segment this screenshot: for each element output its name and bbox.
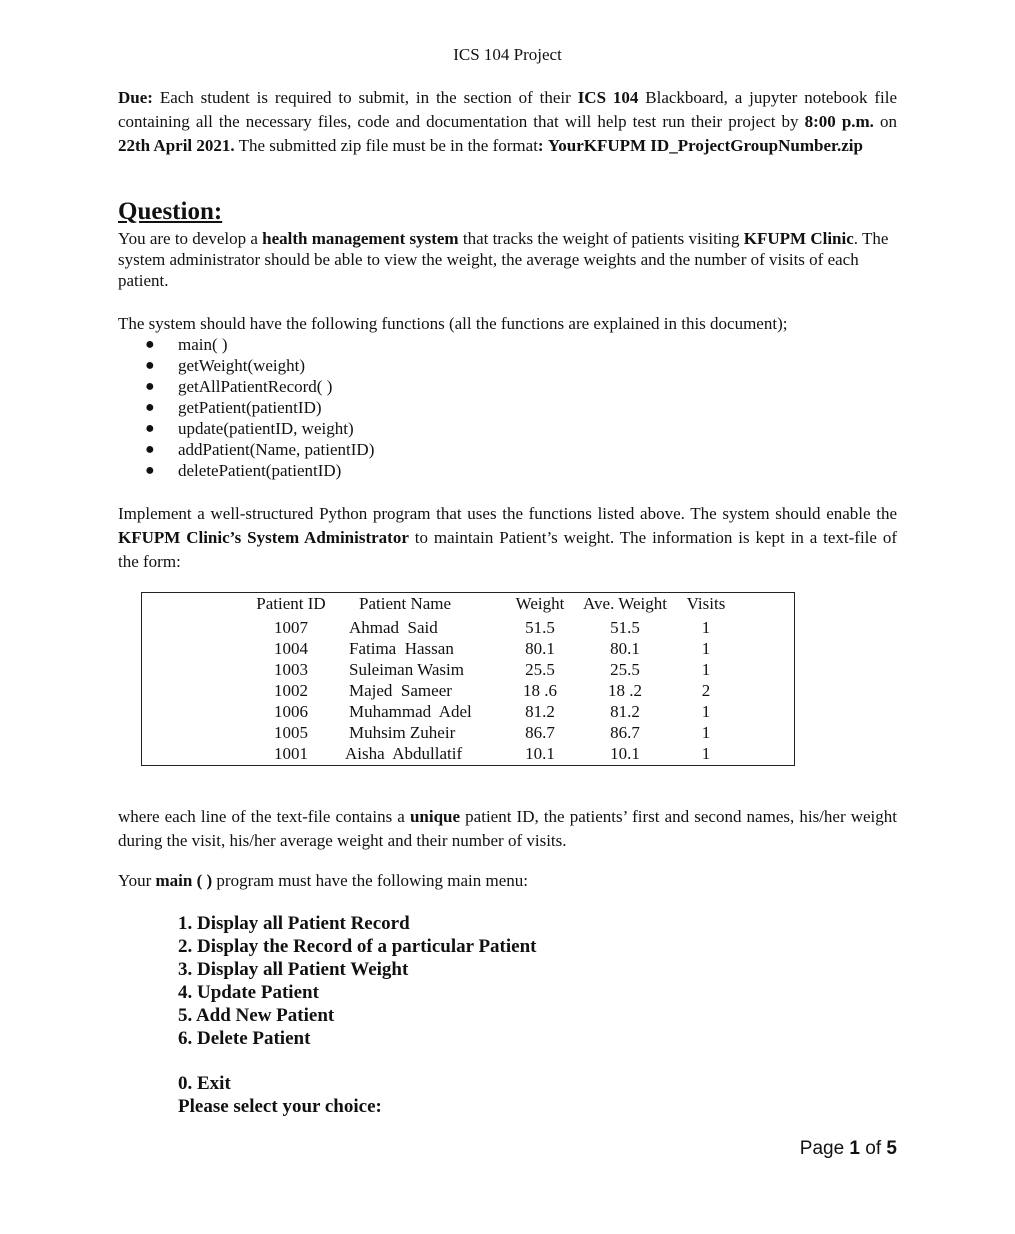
menu-item: 6. Delete Patient bbox=[178, 1028, 311, 1049]
due-text: The submitted zip file must be in the format bbox=[234, 136, 538, 155]
list-item bbox=[138, 355, 374, 376]
table-cell-id: 1006 bbox=[274, 702, 308, 721]
main-function: main ( ) bbox=[155, 871, 213, 890]
menu-item: 2. Display the Record of a particular Patient bbox=[178, 936, 537, 957]
table-cell-weight: 10.1 bbox=[525, 744, 555, 763]
table-cell-name: Aisha Abdullatif bbox=[345, 744, 463, 763]
due-time: 8:00 p.m. bbox=[804, 112, 874, 131]
table-cell-visits: 1 bbox=[701, 744, 711, 763]
bullet-icon: ● bbox=[145, 399, 155, 416]
due-text: Blackboard, a jupyter notebook file containing all the necessary files, code and documentation that will help test run their project by bbox=[118, 88, 897, 131]
due-colon: : bbox=[537, 136, 544, 155]
table-cell-id: 1001 bbox=[274, 744, 308, 763]
intro-paragraph bbox=[118, 228, 897, 291]
table-cell-id: 1007 bbox=[274, 618, 308, 637]
function-name: getWeight(weight) bbox=[178, 356, 306, 375]
table-cell-id: 1005 bbox=[274, 723, 308, 742]
menu-item-exit: 0. Exit bbox=[178, 1073, 231, 1094]
due-date: 22th April 2021. bbox=[118, 136, 235, 155]
menu-item: 4. Update Patient bbox=[178, 982, 319, 1003]
table-cell-weight: 80.1 bbox=[525, 639, 555, 658]
header-patient-id: Patient ID bbox=[256, 594, 326, 613]
system-name: health management system bbox=[262, 229, 459, 248]
table-cell-name: Muhammad Adel bbox=[349, 702, 472, 721]
page-number bbox=[770, 1138, 897, 1160]
due-text: Each student is required to submit, in the section of their bbox=[152, 88, 578, 107]
function-name: addPatient(Name, patientID) bbox=[178, 440, 375, 459]
due-text: on bbox=[873, 112, 897, 131]
function-name: main( ) bbox=[178, 335, 228, 354]
main-menu bbox=[178, 912, 537, 1050]
table-cell-name: Fatima Hassan bbox=[349, 639, 454, 658]
intro-text: You are to develop a bbox=[118, 229, 263, 248]
due-label: Due: bbox=[118, 88, 153, 107]
due-paragraph bbox=[118, 86, 897, 158]
bullet-icon: ● bbox=[145, 378, 155, 395]
table-cell-id: 1002 bbox=[274, 681, 308, 700]
implement-paragraph bbox=[118, 502, 897, 574]
exit-block bbox=[178, 1072, 382, 1118]
table-cell-weight: 51.5 bbox=[525, 618, 555, 637]
table-cell-ave-weight: 25.5 bbox=[610, 660, 640, 679]
patient-table bbox=[141, 592, 795, 766]
table-cell-visits: 1 bbox=[701, 702, 711, 721]
list-item bbox=[138, 376, 374, 397]
table-cell-id: 1004 bbox=[274, 639, 308, 658]
bullet-icon: ● bbox=[145, 357, 155, 374]
main-menu-intro bbox=[118, 871, 528, 891]
function-name: getAllPatientRecord( ) bbox=[178, 377, 333, 396]
implement-text: to maintain Patient’s weight. The information is kept in a text-file of the form: bbox=[118, 528, 897, 571]
table-cell-visits: 1 bbox=[701, 618, 711, 637]
table-cell-ave-weight: 80.1 bbox=[610, 639, 640, 658]
function-name: deletePatient(patientID) bbox=[178, 461, 342, 480]
table-cell-name: Suleiman Wasim bbox=[349, 660, 464, 679]
menu-item: 5. Add New Patient bbox=[178, 1005, 335, 1026]
table-cell-visits: 1 bbox=[701, 660, 711, 679]
intro-text: . The system administrator should be able to view the weight, the average weights and the number of visits of each patient. bbox=[118, 229, 889, 290]
bullet-icon: ● bbox=[145, 420, 155, 437]
implement-text: Implement a well-structured Python program that uses the functions listed above. The system should enable the bbox=[118, 504, 897, 523]
bullet-icon: ● bbox=[145, 336, 155, 353]
page-total: 5 bbox=[886, 1138, 897, 1159]
table-cell-ave-weight: 10.1 bbox=[610, 744, 640, 763]
unique-word: unique bbox=[409, 807, 461, 826]
choice-prompt: Please select your choice: bbox=[178, 1096, 382, 1117]
header-weight: Weight bbox=[515, 594, 565, 613]
list-item bbox=[138, 460, 374, 481]
table-cell-name: Ahmad Said bbox=[349, 618, 438, 637]
function-name: getPatient(patientID) bbox=[178, 398, 322, 417]
question-title: Question: bbox=[118, 198, 223, 225]
admin-role: KFUPM Clinic’s System Administrator bbox=[118, 528, 409, 547]
list-item bbox=[138, 439, 374, 460]
where-text: patient ID, the patients’ first and second names, his/her weight during the visit, his/her average weight and their number of visits. bbox=[118, 807, 897, 850]
header-patient-name: Patient Name bbox=[359, 594, 452, 613]
where-text: where each line of the text-file contains a bbox=[118, 807, 410, 826]
clinic-name: KFUPM Clinic bbox=[743, 229, 854, 248]
table-cell-visits: 1 bbox=[701, 639, 711, 658]
table-cell-id: 1003 bbox=[274, 660, 308, 679]
table-cell-weight: 86.7 bbox=[525, 723, 555, 742]
menu-item: 1. Display all Patient Record bbox=[178, 913, 410, 934]
table-cell-visits: 2 bbox=[701, 681, 711, 700]
list-item bbox=[138, 397, 374, 418]
header-visits: Visits bbox=[686, 594, 726, 613]
list-item bbox=[138, 418, 374, 439]
table-cell-name: Majed Sameer bbox=[349, 681, 452, 700]
table-cell-ave-weight: 86.7 bbox=[610, 723, 640, 742]
page-of: of bbox=[865, 1138, 882, 1159]
submission-format: YourKFUPM ID_ProjectGroupNumber.zip bbox=[547, 136, 863, 155]
bullet-icon: ● bbox=[145, 462, 155, 479]
table-cell-name: Muhsim Zuheir bbox=[349, 723, 456, 742]
page-label: Page bbox=[799, 1138, 845, 1159]
table-cell-weight: 25.5 bbox=[525, 660, 555, 679]
page-header: ICS 104 Project bbox=[453, 45, 562, 64]
menu-intro-text: Your bbox=[118, 871, 156, 890]
table-cell-weight: 18 .6 bbox=[523, 681, 557, 700]
table-cell-weight: 81.2 bbox=[525, 702, 555, 721]
function-list bbox=[138, 334, 374, 481]
function-name: update(patientID, weight) bbox=[178, 419, 354, 438]
table-cell-visits: 1 bbox=[701, 723, 711, 742]
table-cell-ave-weight: 18 .2 bbox=[608, 681, 642, 700]
page-current: 1 bbox=[849, 1138, 860, 1159]
menu-item: 3. Display all Patient Weight bbox=[178, 959, 409, 980]
where-paragraph bbox=[118, 805, 897, 853]
course-code: ICS 104 bbox=[577, 88, 639, 107]
header-ave-weight: Ave. Weight bbox=[583, 594, 667, 613]
functions-intro: The system should have the following functions (all the functions are explained in this document); bbox=[118, 314, 788, 333]
table-cell-ave-weight: 51.5 bbox=[610, 618, 640, 637]
list-item bbox=[138, 334, 374, 355]
table-cell-ave-weight: 81.2 bbox=[610, 702, 640, 721]
bullet-icon: ● bbox=[145, 441, 155, 458]
intro-text: that tracks the weight of patients visiting bbox=[458, 229, 744, 248]
menu-intro-text: program must have the following main menu: bbox=[212, 871, 529, 890]
